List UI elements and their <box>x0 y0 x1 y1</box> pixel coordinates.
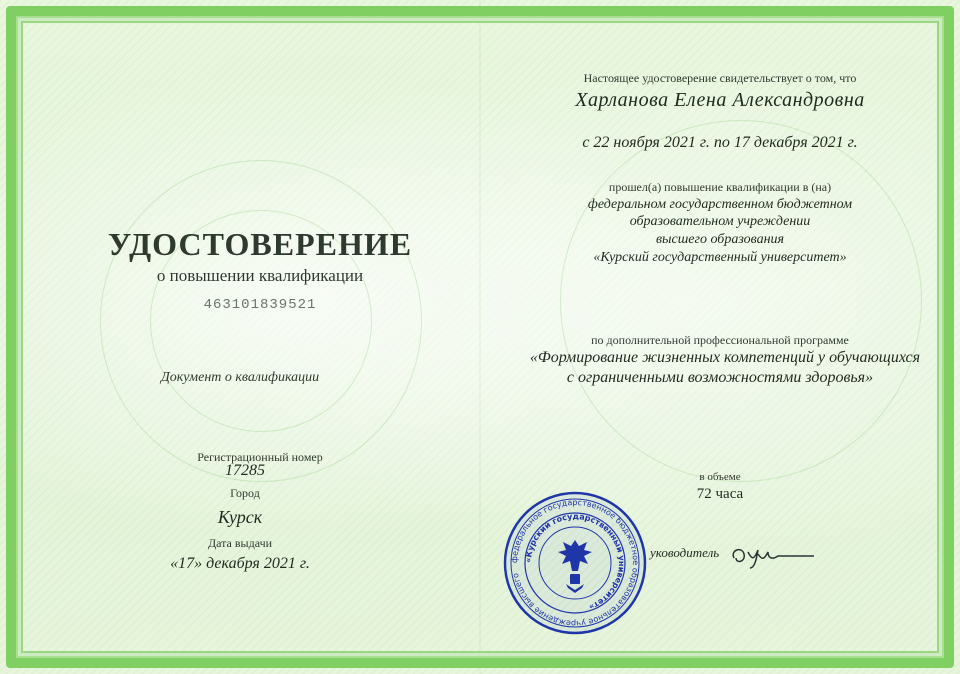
volume-label: в объеме <box>699 471 741 483</box>
serial-number: 463101839521 <box>203 297 317 313</box>
guilloche-right <box>560 120 922 482</box>
head-label: уководитель <box>650 545 720 560</box>
passed-text: прошел(а) повышение квалификации в (на) <box>608 180 832 194</box>
svg-text:«Курский государственный униве: «Курский государственный университет» <box>523 511 627 612</box>
issue-date-label: Дата выдачи <box>207 536 273 550</box>
certifies-text: Настоящее удостоверение свидетельствует о том, что <box>583 71 857 85</box>
institution-line-4: «Курский государственный университет» <box>593 250 847 265</box>
signature <box>728 540 818 570</box>
university-seal <box>500 488 650 638</box>
svg-text:федеральное государственное бю: федеральное государственное бюджетное образовательное учреждение высшего <box>509 497 641 629</box>
institution-line-2: образовательном учреждении <box>629 214 811 229</box>
registration-number: 17285 <box>225 462 265 479</box>
document-subtitle: о повышении квалификации <box>156 266 364 285</box>
program-label: по дополнительной профессиональной программе <box>591 333 849 347</box>
holder-name: Харланова Елена Александровна <box>575 89 865 111</box>
registration-label: Регистрационный номер <box>197 450 323 464</box>
program-line-2: с ограниченными возможностями здоровья» <box>566 369 874 386</box>
city-label: Город <box>230 486 260 500</box>
institution-line-1: федеральном государственном бюджетном <box>587 197 853 212</box>
city-value: Курск <box>217 507 263 527</box>
program-line-1: «Формирование жизненных компетенций у обучающихся <box>529 349 921 366</box>
institution-line-3: высшего образования <box>655 232 785 247</box>
training-period: с 22 ноября 2021 г. по 17 декабря 2021 г. <box>582 134 858 151</box>
issue-date: «17» декабря 2021 г. <box>170 555 310 572</box>
document-type: Документ о квалификации <box>160 370 320 385</box>
center-fold <box>479 0 481 674</box>
volume-value: 72 часа <box>696 486 744 502</box>
document-title: УДОСТОВЕРЕНИЕ <box>107 226 413 262</box>
